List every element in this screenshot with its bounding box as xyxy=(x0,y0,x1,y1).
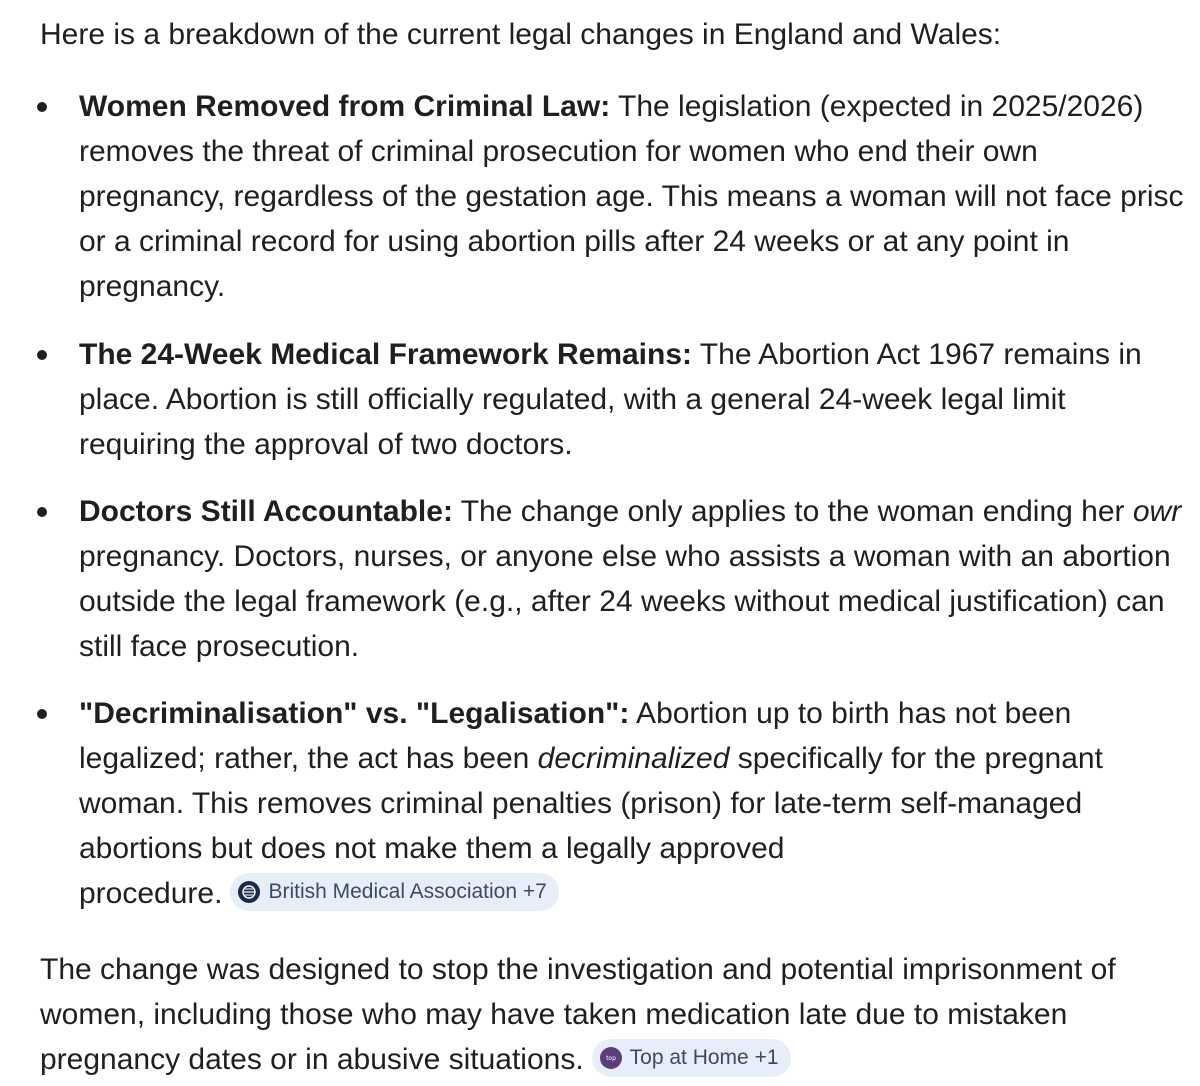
list-item-line: outside the legal framework (e.g., after 24 weeks without medical justification) can xyxy=(79,585,1165,618)
emphasis-text: owr xyxy=(1132,495,1182,528)
globe-icon xyxy=(238,881,260,903)
closing-line: women, including those who may have taken medication late due to mistaken xyxy=(40,998,1068,1031)
list-item-text xyxy=(79,489,1200,669)
source-chip-label: Top at Home +1 xyxy=(629,1046,779,1069)
list-item-line: procedure. xyxy=(79,877,223,910)
list-item-line: removes the threat of criminal prosecution for women who end their own xyxy=(79,135,1038,168)
intro-text: Here is a breakdown of the current legal changes in England and Wales: xyxy=(40,18,1002,51)
closing-line: pregnancy dates or in abusive situations. xyxy=(40,1043,584,1076)
bullet-icon xyxy=(37,102,47,112)
list-item-line: still face prosecution. xyxy=(79,630,360,663)
list-item-line: or a criminal record for using abortion pills after 24 weeks or at any point in xyxy=(79,225,1070,258)
source-chip-bma[interactable] xyxy=(230,873,558,911)
list-item-line: woman. This removes criminal penalties (prison) for late-term self-managed xyxy=(79,787,1083,820)
list-item-line: specifically for the pregnant xyxy=(729,742,1103,775)
list-item-line: abortions but does not make them a legally approved xyxy=(79,832,785,865)
list-item-text xyxy=(79,84,1200,309)
list-item-line: place. Abortion is still officially regulated, with a general 24-week legal limit xyxy=(79,383,1066,416)
list-item-line: legalized; rather, the act has been xyxy=(79,742,538,775)
closing-paragraph xyxy=(40,947,1116,1082)
list-item-line: requiring the approval of two doctors. xyxy=(79,428,573,461)
list-item-line: pregnancy. Doctors, nurses, or anyone else who assists a woman with an abortion xyxy=(79,540,1171,573)
list-item-heading: "Decriminalisation" vs. "Legalisation": xyxy=(79,697,630,730)
list-item-line: The legislation (expected in 2025/2026) xyxy=(610,90,1144,123)
list-item-heading: Doctors Still Accountable: xyxy=(79,495,453,528)
list-item-heading: The 24-Week Medical Framework Remains: xyxy=(79,338,693,371)
list-item-text xyxy=(79,691,1200,916)
bullet-icon xyxy=(37,350,47,360)
emphasis-text: decriminalized xyxy=(537,742,730,775)
list-item-line: pregnancy, regardless of the gestation age. This means a woman will not face prisc xyxy=(79,180,1184,213)
site-logo-icon xyxy=(600,1047,622,1069)
bullet-icon xyxy=(37,709,47,719)
list-item-line: pregnancy. xyxy=(79,270,226,303)
source-chip-label: British Medical Association +7 xyxy=(268,880,547,903)
list-item-line: Abortion up to birth has not been xyxy=(629,697,1072,730)
list-item-line: The Abortion Act 1967 remains in xyxy=(692,338,1142,371)
list-item-line: The change only applies to the woman ending her xyxy=(452,495,1133,528)
list-item-text xyxy=(79,332,1200,467)
svg-text:top: top xyxy=(605,1055,616,1062)
source-chip-top-at-home[interactable] xyxy=(592,1039,791,1077)
bullet-icon xyxy=(37,507,47,517)
list-item-heading: Women Removed from Criminal Law: xyxy=(79,90,611,123)
closing-line: The change was designed to stop the investigation and potential imprisonment of xyxy=(40,953,1116,986)
